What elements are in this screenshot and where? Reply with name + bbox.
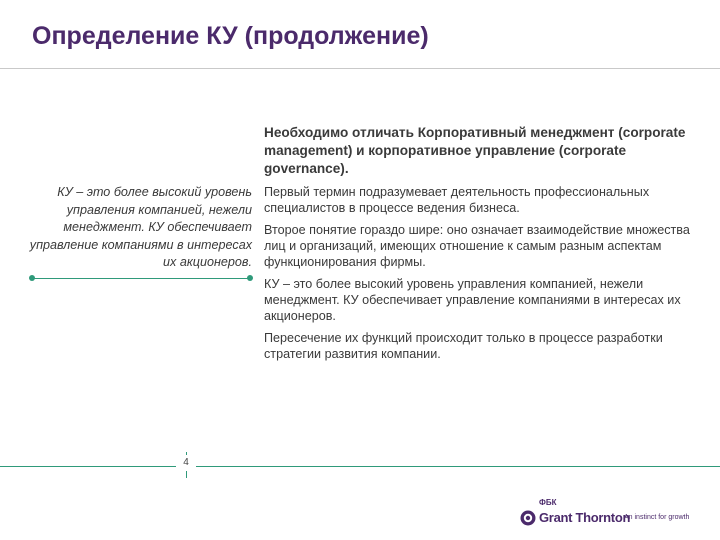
- paragraph-intersection: Пересечение их функций происходит только в процессе разработки стратегии развития компании.: [264, 331, 663, 361]
- paragraph-first-term: Первый термин подразумевает деятельность профессиональных специалистов в процессе ведения бизнеса.: [264, 185, 650, 215]
- grant-thornton-logo-icon: [520, 510, 536, 526]
- paragraph-ku-definition: КУ – это более высокий уровень управления компанией, нежели менеджмент. КУ обеспечивает управление компаниями в интересах их акционеров.: [264, 277, 681, 323]
- footer-divider: [0, 466, 720, 467]
- quote-divider: [32, 278, 250, 279]
- quote-divider-left-dot: [29, 275, 35, 281]
- quote-divider-right-dot: [247, 275, 253, 281]
- page-number: 4: [176, 455, 196, 471]
- slide-title: Определение КУ (продолжение): [32, 22, 429, 50]
- logo-name: Grant Thornton: [539, 510, 631, 525]
- paragraph-second-term: Второе понятие гораздо шире: оно означает взаимодействие множества лиц и организаций, имеющих отношение к самым разным аспектам функционирования фирмы.: [264, 223, 690, 269]
- body-text: [264, 184, 704, 368]
- logo-abbrev: ФБК: [539, 498, 557, 507]
- logo-tagline: An instinct for growth: [624, 514, 690, 521]
- side-quote: КУ – это более высокий уровень управления компанией, нежели менеджмент. КУ обеспечивает управление компаниями в интересах их акционеров.: [29, 185, 252, 269]
- intro-text: Необходимо отличать Корпоративный менеджмент (corporate management) и корпоративное управление (corporate governance).: [264, 125, 686, 176]
- title-divider: [0, 68, 720, 69]
